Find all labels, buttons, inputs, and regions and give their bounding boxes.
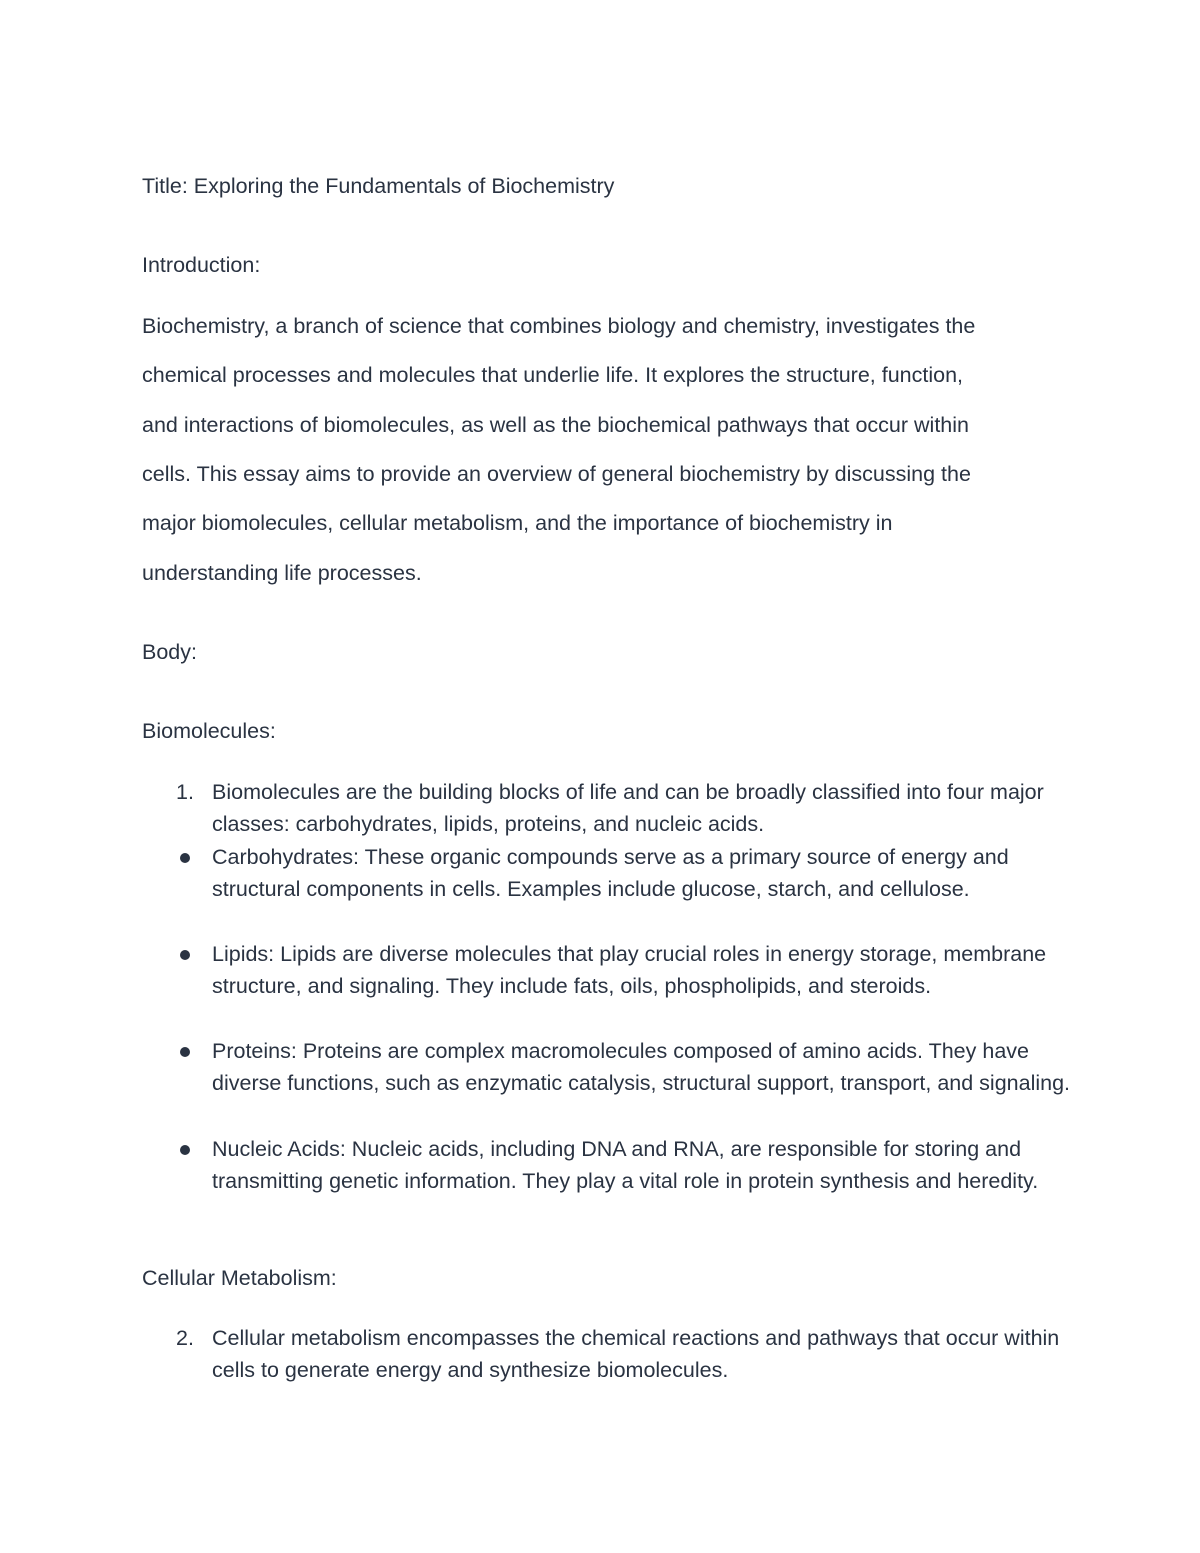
bullet-icon	[180, 853, 190, 863]
intro-paragraph-line: major biomolecules, cellular metabolism, and the importance of biochemistry in	[142, 511, 893, 535]
bullet-icon	[180, 1145, 190, 1155]
biomolecules-heading: Biomolecules:	[142, 719, 276, 743]
list-item-cellular-metabolism: Cellular metabolism encompasses the chemical reactions and pathways that occur within cells to generate energy and synthesize biomolecules.	[212, 1326, 1060, 1383]
list-number-marker: 2.	[176, 1326, 194, 1350]
list-item-nucleic-acids: Nucleic Acids: Nucleic acids, including DNA and RNA, are responsible for storing and transmitting genetic information. They play a vital role in protein synthesis and heredity.	[212, 1137, 1039, 1194]
intro-paragraph-line: cells. This essay aims to provide an overview of general biochemistry by discussing the	[142, 462, 971, 486]
intro-paragraph-line: and interactions of biomolecules, as well as the biochemical pathways that occur within	[142, 413, 969, 437]
document-title: Title: Exploring the Fundamentals of Biochemistry	[142, 174, 615, 198]
introduction-heading: Introduction:	[142, 253, 261, 277]
cellular-metabolism-heading: Cellular Metabolism:	[142, 1266, 337, 1290]
list-item-carbohydrates: Carbohydrates: These organic compounds serve as a primary source of energy and structural components in cells. Examples include glucose, starch, and cellulose.	[212, 845, 1009, 902]
intro-paragraph-line: Biochemistry, a branch of science that combines biology and chemistry, investigates the	[142, 314, 976, 338]
body-heading: Body:	[142, 640, 197, 664]
intro-paragraph-line: understanding life processes.	[142, 561, 422, 585]
list-item-proteins: Proteins: Proteins are complex macromolecules composed of amino acids. They have diverse functions, such as enzymatic catalysis, structural support, transport, and signaling.	[212, 1039, 1071, 1096]
bullet-icon	[180, 1047, 190, 1057]
list-item-lipids: Lipids: Lipids are diverse molecules that play crucial roles in energy storage, membrane structure, and signaling. They include fats, oils, phospholipids, and steroids.	[212, 942, 1047, 999]
intro-paragraph-line: chemical processes and molecules that underlie life. It explores the structure, function,	[142, 363, 963, 387]
bullet-icon	[180, 950, 190, 960]
list-number-marker: 1.	[176, 780, 194, 804]
list-item-biomolecules: Biomolecules are the building blocks of life and can be broadly classified into four major classes: carbohydrates, lipids, proteins, and nucleic acids.	[212, 780, 1044, 837]
